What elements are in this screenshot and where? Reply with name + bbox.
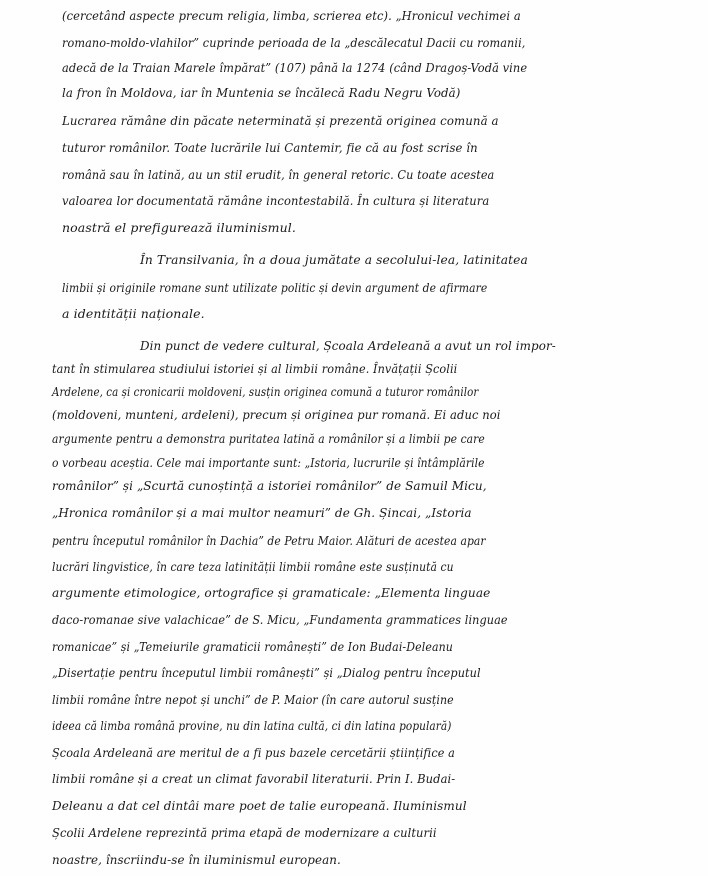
text-line: tuturor românilor. Toate lucrările lui Cantemir, fie că au fost scrise în [62, 140, 478, 155]
text-line: românilor” și „Scurtă cunoștință a istoriei românilor” de Samuil Micu, [52, 478, 487, 493]
text-line: noastră el prefigurează iluminismul. [62, 220, 296, 235]
text-line: „Disertație pentru începutul limbii românești” și „Dialog pentru începutul [52, 665, 481, 680]
text-line: adecă de la Traian Marele împărat” (107) până la 1274 (când Dragoș-Vodă vine [62, 60, 528, 75]
text-line: Școlii Ardelene reprezintă prima etapă de modernizare a culturii [52, 825, 437, 840]
text-line: În Transilvania, în a doua jumătate a secolului-lea, latinitatea [140, 252, 528, 267]
text-line: argumente etimologice, ortografice și gramaticale: „Elementa linguae [52, 585, 491, 600]
text-line: Din punct de vedere cultural, Școala Ardeleană a avut un rol impor- [140, 338, 556, 353]
text-line: argumente pentru a demonstra puritatea latină a românilor și a limbii pe care [52, 431, 485, 446]
text-line: daco-romanae sive valachicae” de S. Micu, „Fundamenta grammatices linguae [52, 612, 508, 627]
text-line: lucrări lingvistice, în care teza latinității limbii române este susținută cu [52, 559, 454, 574]
text-line: „Hronica românilor și a mai multor neamuri” de Gh. Șincai, „Istoria [52, 505, 472, 520]
text-line: Deleanu a dat cel dintâi mare poet de talie europeană. Iluminismul [52, 798, 467, 813]
text-line: (moldoveni, munteni, ardeleni), precum și originea pur romană. Ei aduc noi [52, 407, 501, 422]
text-line: ideea că limba română provine, nu din latina cultă, ci din latina populară) [52, 718, 452, 733]
text-line: (cercetând aspecte precum religia, limba, scrierea etc). „Hronicul vechimei a [62, 8, 521, 23]
text-line: romano-moldo-vlahilor” cuprinde perioada de la „descălecatul Dacii cu romanii, [62, 35, 526, 50]
text-line: o vorbeau aceștia. Cele mai importante sunt: „Istoria, lucrurile și întâmplările [52, 455, 485, 470]
text-line: limbii române între nepot și unchi” de P. Maior (în care autorul susține [52, 692, 454, 707]
text-line: la fron în Moldova, iar în Muntenia se încălecă Radu Negru Vodă) [62, 85, 461, 100]
text-line: romanicae” și „Temeiurile gramaticii românești” de Ion Budai-Deleanu [52, 639, 453, 654]
text-line: noastre, înscriindu-se în iluminismul european. [52, 852, 341, 867]
text-line: Școala Ardeleană are meritul de a fi pus bazele cercetării științifice a [52, 745, 455, 760]
text-line: română sau în latină, au un stil erudit, în general retoric. Cu toate acestea [62, 167, 495, 182]
text-line: limbii și originile romane sunt utilizate politic și devin argument de afirmare [62, 280, 488, 295]
text-line: tant în stimularea studiului istoriei și al limbii române. Învățații Școlii [52, 361, 458, 376]
text-line: limbii române și a creat un climat favorabil literaturii. Prin I. Budai- [52, 771, 456, 786]
text-line: valoarea lor documentată rămâne incontestabilă. În cultura și literatura [62, 193, 490, 208]
text-line: Lucrarea rămâne din păcate neterminată și prezentă originea comună a [62, 113, 499, 128]
text-line: a identității naționale. [62, 306, 205, 321]
text-line: pentru începutul românilor în Dachia” de Petru Maior. Alături de acestea apar [52, 533, 486, 548]
text-line: Ardelene, ca și cronicarii moldoveni, susțin originea comună a tuturor românilor [52, 384, 479, 399]
